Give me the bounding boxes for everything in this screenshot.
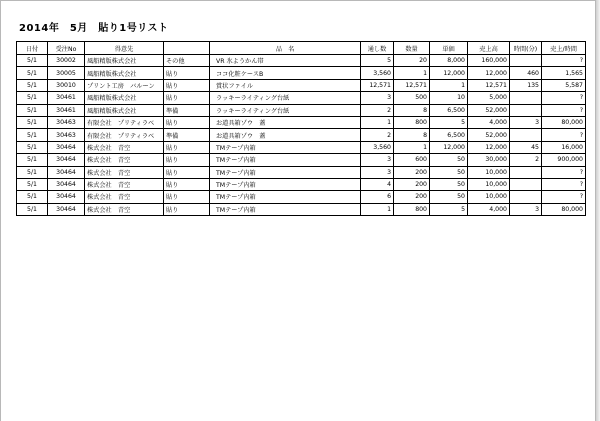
- cell-quantity: 20: [394, 55, 430, 67]
- header-quantity: 数量: [394, 42, 430, 55]
- cell-unit-price: 5: [430, 203, 468, 215]
- cell-date: 5/1: [17, 55, 48, 67]
- cell-sales-per-hour: 80,000: [542, 203, 586, 215]
- cell-minutes: 2: [510, 154, 542, 166]
- cell-sales: 12,000: [468, 67, 510, 79]
- cell-unit-price: 12,000: [430, 67, 468, 79]
- table-row: [17, 191, 586, 203]
- table-row: [17, 203, 586, 215]
- header-sales: 売上高: [468, 42, 510, 55]
- cell-customer: 有限会社 プリティラベ: [85, 116, 164, 128]
- cell-date: 5/1: [17, 104, 48, 116]
- cell-sales: 10,000: [468, 191, 510, 203]
- cell-category: 貼り: [164, 141, 210, 153]
- cell-customer: 風船精版株式会社: [85, 55, 164, 67]
- cell-category: 貼り: [164, 203, 210, 215]
- table-row: [17, 154, 586, 166]
- cell-category: 貼り: [164, 116, 210, 128]
- cell-order-no: 30461: [48, 92, 85, 104]
- cell-unit-price: 50: [430, 178, 468, 190]
- cell-customer: 株式会社 青空: [85, 178, 164, 190]
- cell-order-no: 30464: [48, 141, 85, 153]
- cell-product-name: ラッキーライティング台紙: [210, 104, 361, 116]
- cell-unit-price: 1: [430, 79, 468, 91]
- document-title: 2014年 5月 貼り1号リスト: [19, 23, 169, 34]
- cell-sales-per-hour: 1,565: [542, 67, 586, 79]
- cell-sales: 5,000: [468, 92, 510, 104]
- cell-pass-count: 3,560: [361, 141, 394, 153]
- cell-order-no: 30464: [48, 166, 85, 178]
- cell-quantity: 8: [394, 104, 430, 116]
- cell-product-name: TMテープ内箱: [210, 141, 361, 153]
- cell-sales-per-hour: 16,000: [542, 141, 586, 153]
- cell-sales-per-hour: 5,587: [542, 79, 586, 91]
- cell-sales: 10,000: [468, 178, 510, 190]
- cell-category: 貼り: [164, 154, 210, 166]
- table-row: [17, 92, 586, 104]
- cell-minutes: 135: [510, 79, 542, 91]
- cell-unit-price: 6,500: [430, 104, 468, 116]
- cell-date: 5/1: [17, 166, 48, 178]
- cell-customer: プリント工房 バルーン: [85, 79, 164, 91]
- cell-category: 貼り: [164, 92, 210, 104]
- cell-minutes: [510, 104, 542, 116]
- cell-date: 5/1: [17, 191, 48, 203]
- cell-date: 5/1: [17, 203, 48, 215]
- sales-list-table: [16, 41, 586, 216]
- cell-order-no: 30461: [48, 104, 85, 116]
- cell-quantity: 1: [394, 141, 430, 153]
- cell-quantity: 600: [394, 154, 430, 166]
- cell-sales: 30,000: [468, 154, 510, 166]
- cell-date: 5/1: [17, 92, 48, 104]
- cell-customer: 株式会社 青空: [85, 203, 164, 215]
- cell-product-name: TMテープ内箱: [210, 166, 361, 178]
- cell-order-no: 30010: [48, 79, 85, 91]
- header-product-name: 品 名: [210, 42, 361, 55]
- table-header-row: [17, 42, 586, 55]
- cell-date: 5/1: [17, 129, 48, 141]
- table-row: [17, 67, 586, 79]
- cell-product-name: TMテープ内箱: [210, 191, 361, 203]
- cell-unit-price: 10: [430, 92, 468, 104]
- cell-product-name: お道具箱ゾウ 蓋: [210, 116, 361, 128]
- cell-quantity: 200: [394, 178, 430, 190]
- cell-order-no: 30463: [48, 116, 85, 128]
- cell-sales-per-hour: ?: [542, 191, 586, 203]
- table-row: [17, 116, 586, 128]
- header-sales-per-hour: 売上/時間: [542, 42, 586, 55]
- cell-date: 5/1: [17, 178, 48, 190]
- cell-sales-per-hour: 80,000: [542, 116, 586, 128]
- cell-sales-per-hour: ?: [542, 166, 586, 178]
- cell-pass-count: 3: [361, 92, 394, 104]
- cell-pass-count: 3: [361, 166, 394, 178]
- cell-category: 準備: [164, 104, 210, 116]
- cell-order-no: 30002: [48, 55, 85, 67]
- cell-sales: 10,000: [468, 166, 510, 178]
- cell-quantity: 200: [394, 166, 430, 178]
- cell-minutes: 45: [510, 141, 542, 153]
- cell-order-no: 30464: [48, 178, 85, 190]
- header-order-no: 受注No: [48, 42, 85, 55]
- cell-product-name: VR 氷ようかん帯: [210, 55, 361, 67]
- cell-category: 貼り: [164, 191, 210, 203]
- cell-category: 貼り: [164, 166, 210, 178]
- header-date: 日付: [17, 42, 48, 55]
- cell-sales-per-hour: ?: [542, 55, 586, 67]
- cell-minutes: [510, 166, 542, 178]
- cell-product-name: ラッキーライティング台紙: [210, 92, 361, 104]
- cell-pass-count: 1: [361, 116, 394, 128]
- cell-customer: 株式会社 青空: [85, 191, 164, 203]
- header-unit-price: 単価: [430, 42, 468, 55]
- cell-date: 5/1: [17, 116, 48, 128]
- cell-order-no: 30464: [48, 154, 85, 166]
- cell-pass-count: 1: [361, 203, 394, 215]
- cell-category: 貼り: [164, 67, 210, 79]
- cell-unit-price: 8,000: [430, 55, 468, 67]
- table-row: [17, 55, 586, 67]
- cell-quantity: 1: [394, 67, 430, 79]
- cell-pass-count: 6: [361, 191, 394, 203]
- cell-pass-count: 12,571: [361, 79, 394, 91]
- cell-sales: 4,000: [468, 203, 510, 215]
- page-shadow: [596, 0, 600, 421]
- cell-quantity: 200: [394, 191, 430, 203]
- cell-quantity: 800: [394, 116, 430, 128]
- cell-customer: 株式会社 青空: [85, 154, 164, 166]
- cell-minutes: [510, 178, 542, 190]
- cell-unit-price: 12,000: [430, 141, 468, 153]
- cell-product-name: TMテープ内箱: [210, 154, 361, 166]
- table-row: [17, 141, 586, 153]
- cell-order-no: 30464: [48, 191, 85, 203]
- cell-quantity: 800: [394, 203, 430, 215]
- cell-sales-per-hour: ?: [542, 92, 586, 104]
- cell-date: 5/1: [17, 154, 48, 166]
- cell-sales: 12,000: [468, 141, 510, 153]
- cell-unit-price: 5: [430, 116, 468, 128]
- cell-unit-price: 50: [430, 154, 468, 166]
- cell-customer: 風船精版株式会社: [85, 104, 164, 116]
- header-minutes: 時間(分): [510, 42, 542, 55]
- cell-minutes: 3: [510, 203, 542, 215]
- cell-product-name: ココ化粧ケースB: [210, 67, 361, 79]
- cell-pass-count: 2: [361, 129, 394, 141]
- cell-customer: 有限会社 プリティラベ: [85, 129, 164, 141]
- cell-unit-price: 6,500: [430, 129, 468, 141]
- table-row: [17, 178, 586, 190]
- cell-order-no: 30463: [48, 129, 85, 141]
- header-customer: 得意先: [85, 42, 164, 55]
- cell-sales: 4,000: [468, 116, 510, 128]
- cell-customer: 風船精版株式会社: [85, 92, 164, 104]
- cell-pass-count: 5: [361, 55, 394, 67]
- cell-pass-count: 2: [361, 104, 394, 116]
- cell-sales: 52,000: [468, 104, 510, 116]
- cell-quantity: 12,571: [394, 79, 430, 91]
- table-row: [17, 166, 586, 178]
- cell-unit-price: 50: [430, 191, 468, 203]
- cell-category: その他: [164, 55, 210, 67]
- cell-quantity: 500: [394, 92, 430, 104]
- cell-pass-count: 4: [361, 178, 394, 190]
- header-category: [164, 42, 210, 55]
- cell-date: 5/1: [17, 67, 48, 79]
- cell-sales-per-hour: ?: [542, 178, 586, 190]
- cell-product-name: 賞状ファイル: [210, 79, 361, 91]
- table-row: [17, 129, 586, 141]
- cell-product-name: TMテープ内箱: [210, 178, 361, 190]
- table-row: [17, 79, 586, 91]
- cell-pass-count: 3: [361, 154, 394, 166]
- cell-minutes: [510, 129, 542, 141]
- cell-product-name: お道具箱ゾウ 蓋: [210, 129, 361, 141]
- cell-quantity: 8: [394, 129, 430, 141]
- cell-unit-price: 50: [430, 166, 468, 178]
- cell-sales-per-hour: 900,000: [542, 154, 586, 166]
- cell-sales: 160,000: [468, 55, 510, 67]
- cell-sales-per-hour: ?: [542, 104, 586, 116]
- cell-customer: 株式会社 青空: [85, 166, 164, 178]
- cell-order-no: 30005: [48, 67, 85, 79]
- cell-customer: 株式会社 青空: [85, 141, 164, 153]
- cell-minutes: [510, 191, 542, 203]
- cell-minutes: [510, 55, 542, 67]
- cell-sales: 52,000: [468, 129, 510, 141]
- table-row: [17, 104, 586, 116]
- header-pass-count: 通し数: [361, 42, 394, 55]
- cell-pass-count: 3,560: [361, 67, 394, 79]
- cell-category: 貼り: [164, 178, 210, 190]
- cell-minutes: [510, 92, 542, 104]
- cell-minutes: 3: [510, 116, 542, 128]
- cell-minutes: 460: [510, 67, 542, 79]
- cell-sales-per-hour: ?: [542, 129, 586, 141]
- cell-customer: 風船精版株式会社: [85, 67, 164, 79]
- cell-order-no: 30464: [48, 203, 85, 215]
- cell-date: 5/1: [17, 141, 48, 153]
- cell-category: 準備: [164, 129, 210, 141]
- cell-category: 貼り: [164, 79, 210, 91]
- cell-product-name: TMテープ内箱: [210, 203, 361, 215]
- cell-date: 5/1: [17, 79, 48, 91]
- cell-sales: 12,571: [468, 79, 510, 91]
